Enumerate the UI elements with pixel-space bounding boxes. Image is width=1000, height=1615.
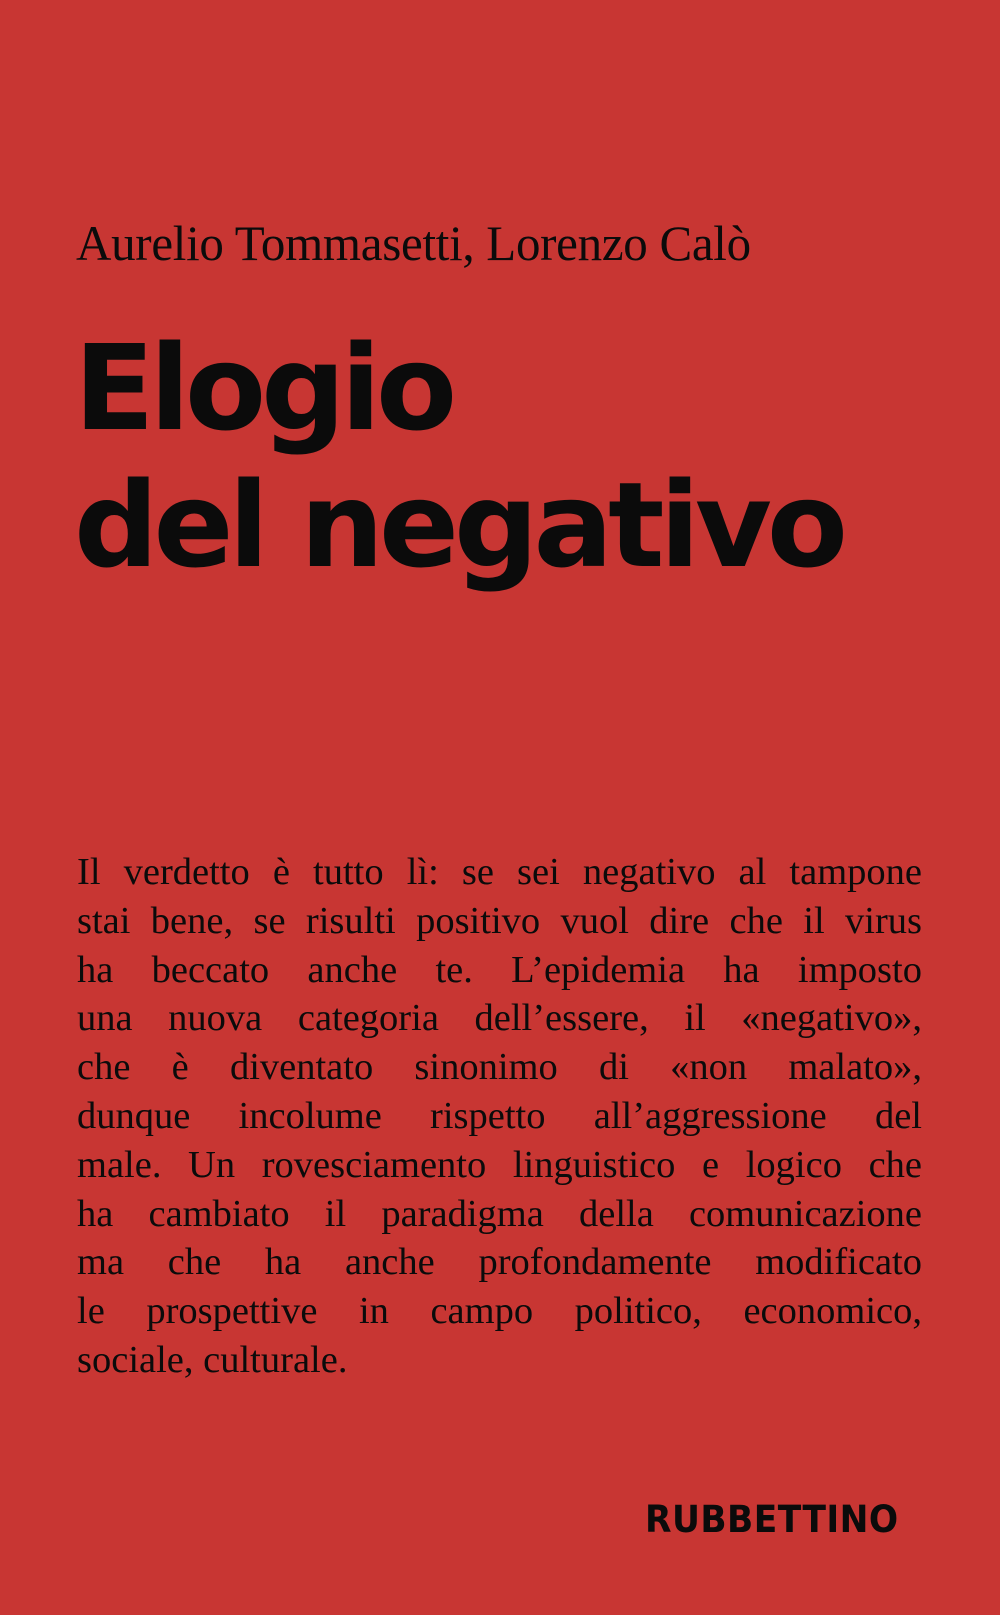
blurb-text <box>77 848 922 1385</box>
blurb-line: male. Un rovesciamento linguistico e logico che <box>77 1143 922 1186</box>
blurb-line: ha cambiato il paradigma della comunicazione <box>77 1192 922 1235</box>
book-title <box>74 320 843 594</box>
blurb-line: una nuova categoria dell’essere, il «negativo», <box>77 997 922 1040</box>
author-names: Aurelio Tommasetti, Lorenzo Calò <box>76 215 751 271</box>
book-title-line-2: del negativo <box>74 456 843 594</box>
blurb-line: ha beccato anche te. L’epidemia ha imposto <box>77 948 922 991</box>
blurb-line: che è diventato sinonimo di «non malato», <box>77 1046 922 1089</box>
blurb-line: le prospettive in campo politico, economico, <box>77 1290 922 1333</box>
blurb-line: dunque incolume rispetto all’aggressione del <box>77 1094 922 1137</box>
blurb-line: stai bene, se risulti positivo vuol dire che il virus <box>77 899 922 942</box>
blurb-line: sociale, culturale. <box>77 1338 348 1381</box>
blurb-line: ma che ha anche profondamente modificato <box>77 1241 922 1284</box>
blurb-line: Il verdetto è tutto lì: se sei negativo al tampone <box>77 851 922 893</box>
publisher-logo: RUBBETTINO <box>645 1498 899 1541</box>
book-title-line-1: Elogio <box>74 319 453 457</box>
